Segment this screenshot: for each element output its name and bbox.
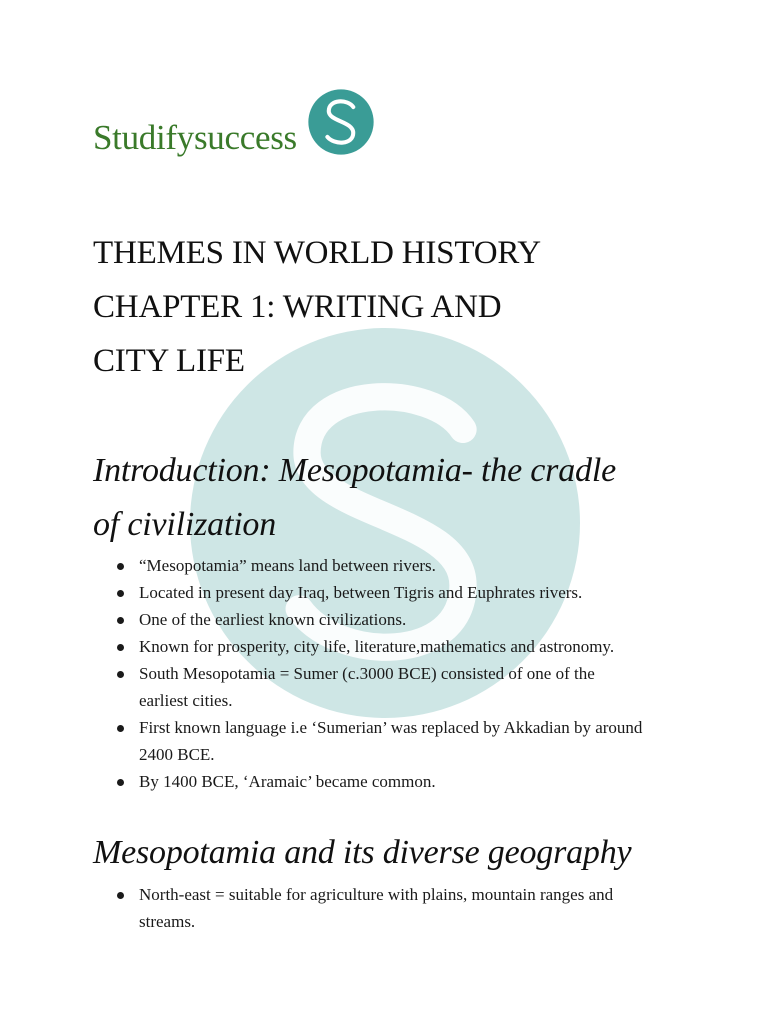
bullet-dot-icon <box>117 725 124 732</box>
bullet-dot-icon <box>117 892 124 899</box>
list-item-text: “Mesopotamia” means land between rivers. <box>139 556 436 575</box>
list-item <box>93 552 693 579</box>
list-item-text: streams. <box>139 912 196 931</box>
section-heading-geography <box>93 826 693 880</box>
list-item-text: By 1400 BCE, ‘Aramaic’ became common. <box>139 772 436 791</box>
list-item-text: One of the earliest known civilizations. <box>139 610 407 629</box>
list-item <box>93 768 693 795</box>
title-line: CHAPTER 1: WRITING AND <box>93 289 502 325</box>
title-line: CITY LIFE <box>93 343 245 379</box>
heading-line: Mesopotamia and its diverse geography <box>93 834 632 871</box>
list-item-text: 2400 BCE. <box>139 745 215 764</box>
list-item-text: Known for prosperity, city life, literature,mathematics and astronomy. <box>139 637 615 656</box>
list-item-text: earliest cities. <box>139 691 233 710</box>
list-item-text: South Mesopotamia = Sumer (c.3000 BCE) consisted of one of the <box>139 664 595 683</box>
list-item <box>93 579 693 606</box>
bullet-dot-icon <box>117 779 124 786</box>
introduction-bullet-list <box>93 552 693 795</box>
list-item <box>93 633 693 660</box>
bullet-dot-icon <box>117 671 124 678</box>
list-item <box>93 881 693 935</box>
list-item-text: First known language i.e ‘Sumerian’ was replaced by Akkadian by around <box>139 718 643 737</box>
list-item <box>93 606 693 633</box>
brand-logo-icon <box>306 88 376 156</box>
brand-header <box>93 88 393 158</box>
list-item <box>93 714 693 768</box>
heading-line: of civilization <box>93 506 277 543</box>
title-line: THEMES IN WORLD HISTORY <box>93 235 541 271</box>
brand-name: Studifysuccess <box>93 118 297 157</box>
list-item <box>93 660 693 714</box>
list-item-text: Located in present day Iraq, between Tigris and Euphrates rivers. <box>139 583 583 602</box>
section-heading-introduction <box>93 444 693 552</box>
bullet-dot-icon <box>117 590 124 597</box>
geography-bullet-list <box>93 881 693 935</box>
bullet-dot-icon <box>117 644 124 651</box>
bullet-dot-icon <box>117 563 124 570</box>
list-item-text: North-east = suitable for agriculture with plains, mountain ranges and <box>139 885 614 904</box>
page-title <box>93 226 693 388</box>
bullet-dot-icon <box>117 617 124 624</box>
heading-line: Introduction: Mesopotamia- the cradle <box>93 452 616 489</box>
